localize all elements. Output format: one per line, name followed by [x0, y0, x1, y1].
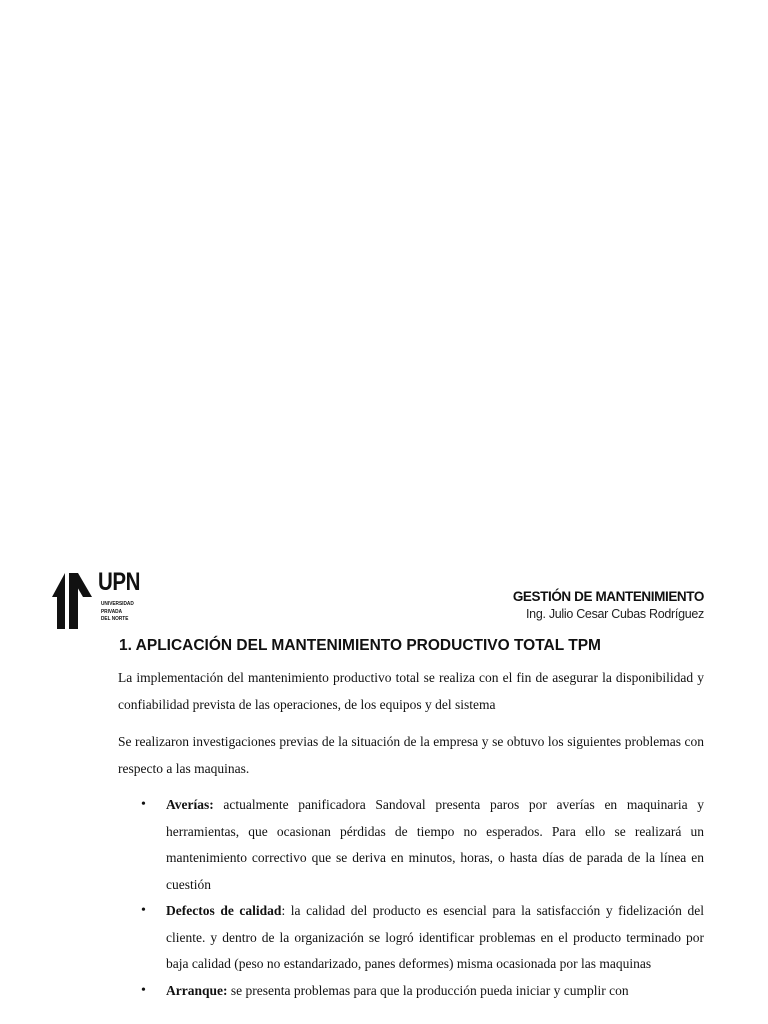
section-heading: 1. APLICACIÓN DEL MANTENIMIENTO PRODUCTIVO TOTAL TPM [119, 637, 601, 654]
problems-list [118, 792, 704, 1004]
list-item [118, 792, 704, 898]
logo-brand: UPN [98, 568, 141, 596]
item-text: actualmente panificadora Sandoval presenta paros por averías en maquinaria y herramientas, que ocasionan pérdidas de tiempo no esperados. Para ello se realizará un mantenimiento correctivo que se deriva en minutos, horas, o hasta días de parada de la línea en cuestión [166, 797, 704, 892]
upn-logo [52, 568, 152, 629]
item-term: Arranque: [166, 982, 228, 998]
list-item [118, 978, 704, 1005]
course-title: GESTIÓN DE MANTENIMIENTO [512, 589, 704, 604]
author-name: Ing. Julio Cesar Cubas Rodríguez [526, 607, 704, 621]
intro-paragraph: La implementación del mantenimiento productivo total se realiza con el fin de asegurar la disponibilidad y confiabilidad prevista de las operaciones, de los equipos y del sistema [118, 670, 704, 712]
logo-subtitle-line: DEL NORTE [101, 616, 129, 623]
item-text: se presenta problemas para que la producción pueda iniciar y cumplir con [227, 982, 629, 998]
list-item [118, 898, 704, 978]
item-term: Averías: [166, 797, 214, 812]
upn-arrow-logo-icon [52, 571, 96, 629]
logo-subtitle-line: PRIVADA [101, 608, 123, 615]
item-term: Defectos de calidad [166, 903, 282, 918]
item-text: : la calidad del producto es esencial para la satisfacción y fidelización del cliente. y dentro de la organización se logró identificar problemas en el producto terminado por baja calidad (peso no estandarizado, panes deformes) misma ocasionada por las maquinas [166, 903, 704, 971]
logo-subtitle-line: UNIVERSIDAD [101, 601, 134, 607]
logo-subtitle [101, 601, 134, 624]
research-paragraph: Se realizaron investigaciones previas de la situación de la empresa y se obtuvo los siguientes problemas con respecto a las maquinas. [118, 734, 704, 776]
